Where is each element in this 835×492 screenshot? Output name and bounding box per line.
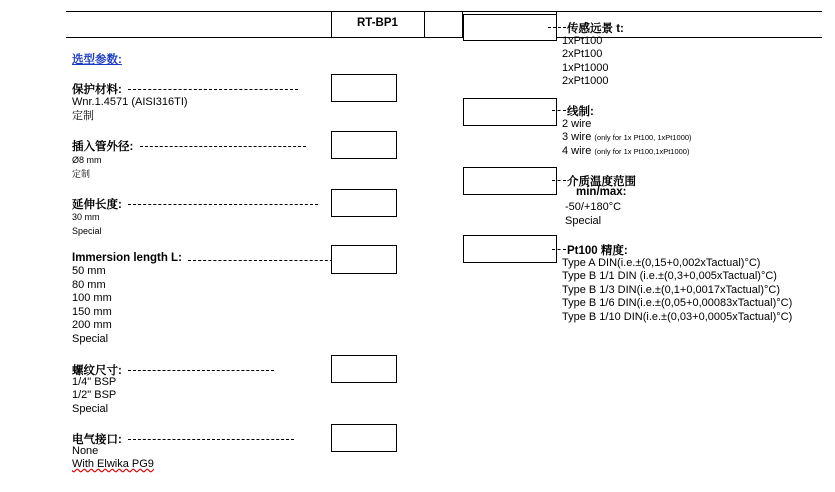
accuracy-option: Type B 1/1 DIN (i.e.±(0,3+0,005xTactual)°C) [562, 270, 777, 282]
medium-input-box[interactable] [463, 167, 557, 195]
wire-option-main: 4 wire [562, 145, 592, 157]
sensor-option: 1xPt1000 [562, 62, 609, 74]
leader-line [552, 180, 566, 181]
leader-line [128, 204, 318, 205]
immersion-option: Special [72, 333, 109, 345]
sensor-option: 2xPt1000 [562, 75, 609, 87]
immersion-title: Immersion length L: [72, 252, 182, 264]
sensor-title: 传感远景 t: [567, 23, 624, 35]
header-top-rule [66, 11, 822, 12]
leader-line [548, 27, 566, 28]
thread-option: Special [72, 403, 109, 415]
leader-line [128, 439, 294, 440]
leader-line [552, 110, 566, 111]
medium-option: -50/+180°C [565, 201, 622, 213]
leader-line [552, 249, 566, 250]
extension-option: Special [72, 226, 102, 236]
extension-title: 延伸长度: [72, 199, 122, 211]
insertion-option: Ø8 mm [72, 155, 102, 165]
wire-title: 线制: [567, 106, 594, 118]
model-code: RT-BP1 [357, 17, 398, 29]
accuracy-option: Type A DIN(i.e.±(0,15+0,002xTactual)°C) [562, 257, 761, 269]
header-divider [424, 11, 425, 38]
sensor-option: 1xPt100 [562, 35, 603, 47]
sensor-option: 2xPt100 [562, 48, 603, 60]
protection-input-box[interactable] [331, 74, 397, 102]
electrical-option-text: With Elwika PG9 [72, 458, 154, 470]
wire-option-note: (only for 1x Pt100, 1xPt1000) [594, 133, 692, 142]
medium-option: Special [565, 215, 602, 227]
header-bottom-rule [66, 37, 822, 38]
wire-option-note: (only for 1x Pt100,1xPt1000) [594, 147, 690, 156]
section-link[interactable]: 选型参数: [72, 54, 122, 66]
accuracy-option: Type B 1/10 DIN(i.e.±(0,03+0,0005xTactual)°C) [562, 311, 793, 323]
leader-line [128, 89, 298, 90]
insertion-input-box[interactable] [331, 131, 397, 159]
insertion-option: 定制 [72, 169, 91, 179]
medium-subtitle: min/max: [576, 186, 627, 198]
electrical-option: None [72, 445, 99, 457]
accuracy-option: Type B 1/3 DIN(i.e.±(0,1+0,0017xTactual)°C) [562, 284, 781, 296]
immersion-option: 100 mm [72, 292, 112, 304]
leader-line [128, 370, 274, 371]
leader-line [140, 146, 306, 147]
wire-option-main: 2 wire [562, 118, 592, 130]
extension-input-box[interactable] [331, 189, 397, 217]
wire-option [562, 118, 591, 132]
leader-line [188, 260, 338, 261]
immersion-input-box[interactable] [331, 245, 397, 274]
accuracy-input-box[interactable] [463, 235, 557, 263]
immersion-option: 50 mm [72, 265, 106, 277]
medium-title: 介质温度范围 [567, 176, 636, 188]
accuracy-title: Pt100 精度: [567, 245, 628, 257]
thread-title: 螺纹尺寸: [72, 365, 122, 377]
electrical-option-elwika [72, 458, 154, 472]
immersion-option: 80 mm [72, 279, 106, 291]
insertion-title: 插入管外径: [72, 141, 134, 153]
wire-option [562, 145, 689, 159]
sensor-input-box[interactable] [463, 14, 557, 41]
protection-title: 保护材料: [72, 84, 122, 96]
electrical-input-box[interactable] [331, 424, 397, 452]
extension-option: 30 mm [72, 212, 100, 222]
thread-option: 1/4" BSP [72, 376, 117, 388]
thread-input-box[interactable] [331, 355, 397, 383]
accuracy-option: Type B 1/6 DIN(i.e.±(0,05+0,00083xTactual)°C) [562, 297, 793, 309]
thread-option: 1/2" BSP [72, 389, 117, 401]
immersion-option: 150 mm [72, 306, 112, 318]
wire-input-box[interactable] [463, 98, 557, 126]
header-divider [331, 11, 332, 38]
protection-option: Wnr.1.4571 (AISI316TI) [72, 96, 188, 108]
protection-option: 定制 [72, 110, 94, 122]
wire-option [562, 131, 692, 145]
electrical-title: 电气接口: [72, 434, 122, 446]
immersion-option: 200 mm [72, 319, 112, 331]
wire-option-main: 3 wire [562, 131, 592, 143]
